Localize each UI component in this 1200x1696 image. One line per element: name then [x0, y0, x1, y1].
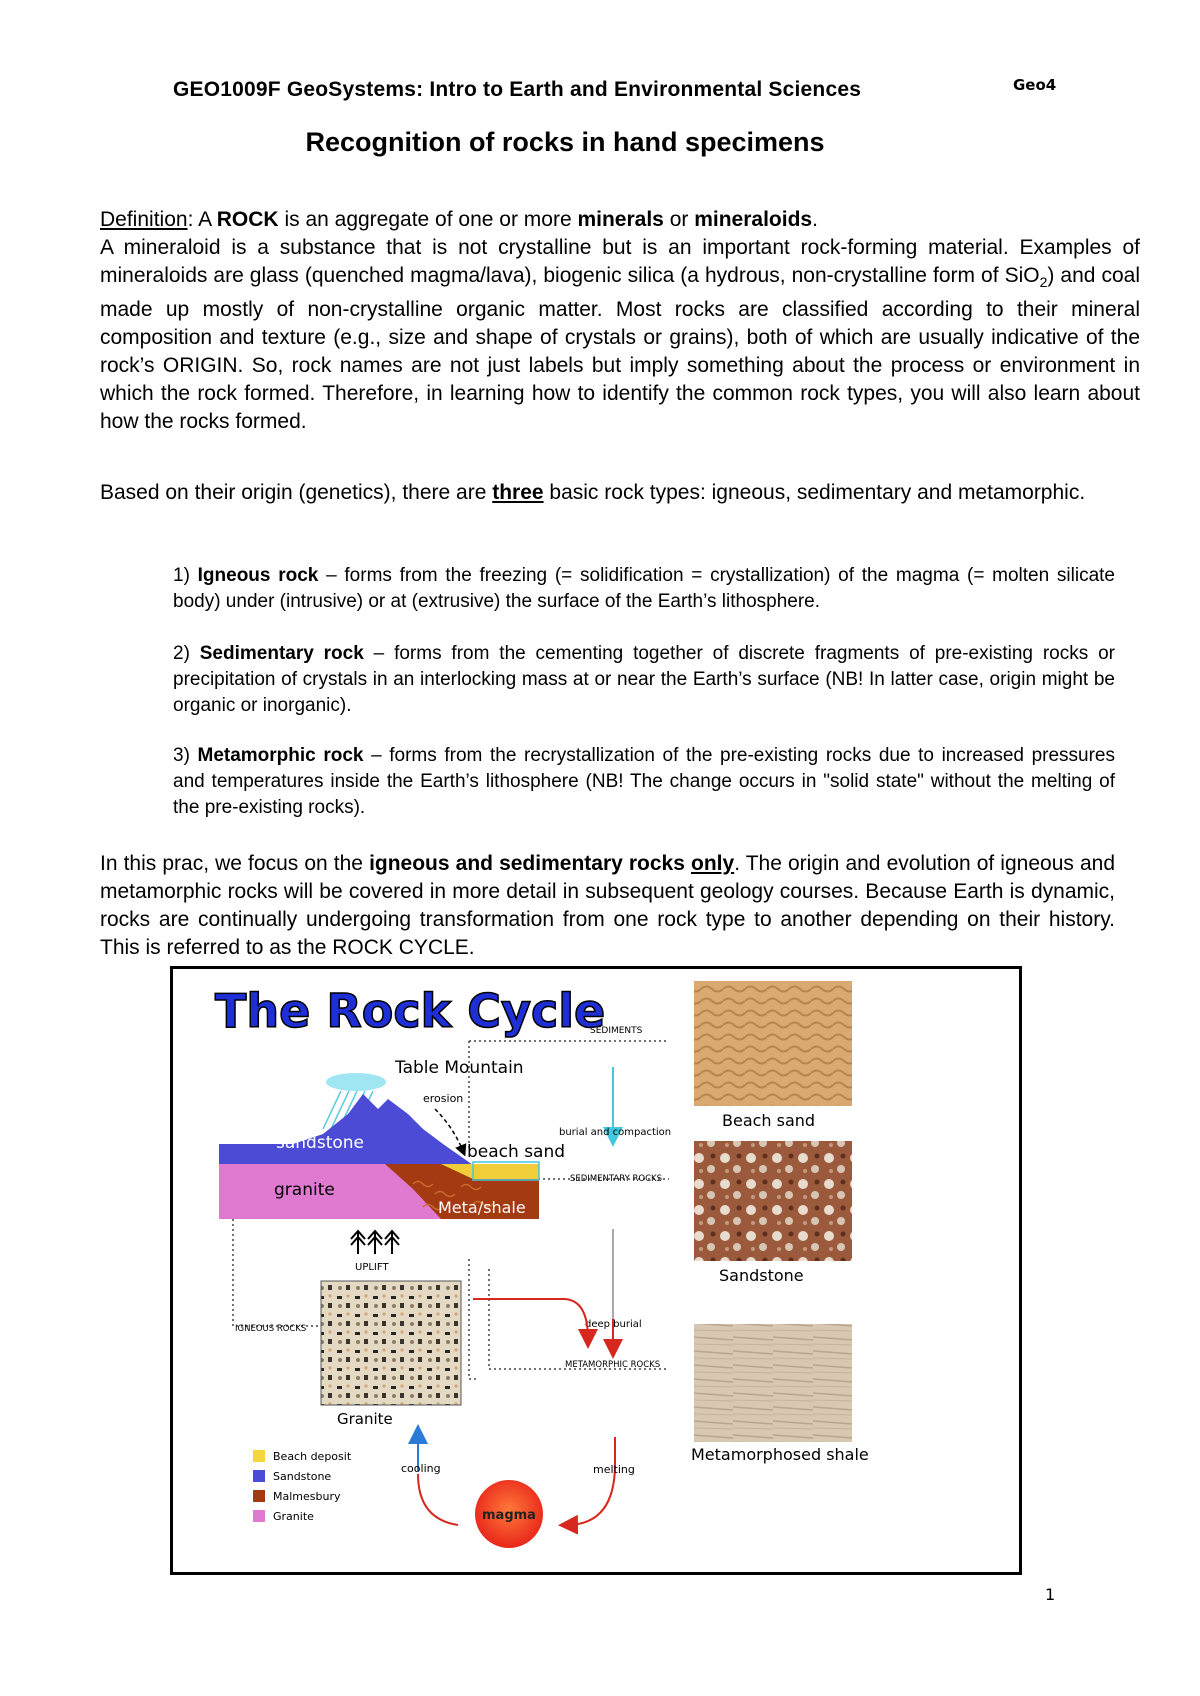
term-igneous-sedimentary: igneous and sedimentary rocks — [369, 852, 685, 875]
rock-type-igneous — [173, 563, 1115, 615]
based-text: basic rock types: igneous, sedimentary and metamorphic. — [543, 481, 1086, 504]
rock-cycle-diagram — [173, 969, 1019, 1572]
figure-title: The Rock Cycle — [215, 984, 606, 1038]
granite-layer-label: granite — [274, 1180, 335, 1200]
rock-cycle-figure — [170, 966, 1022, 1575]
term-only: only — [691, 852, 735, 875]
uplift-arrows — [351, 1231, 399, 1254]
rock-type-description: – forms from the recrystallization of the pre-existing rocks due to increased pressures and temperatures inside the Earth’s lithosphere (NB! The change occurs in "solid state" without the melting of the pre-existing rocks). — [173, 745, 1115, 818]
course-header: GEO1009F GeoSystems: Intro to Earth and Environmental Sciences — [173, 78, 862, 101]
cooling-label: cooling — [401, 1462, 441, 1475]
legend-swatch-sandstone — [253, 1470, 265, 1482]
term-rock: ROCK — [216, 208, 279, 231]
legend-label: Granite — [273, 1510, 314, 1523]
beach-sand-photo — [694, 981, 852, 1106]
magma-label: magma — [482, 1508, 536, 1523]
rock-type-sedimentary — [173, 641, 1115, 719]
legend — [253, 1450, 352, 1523]
legend-swatch-malmesbury — [253, 1490, 265, 1502]
rock-type-name: Metamorphic rock — [197, 745, 364, 766]
igneous-rocks-label: IGNEOUS ROCKS — [235, 1324, 307, 1334]
erosion-label: erosion — [423, 1092, 464, 1105]
granite-photo — [321, 1281, 461, 1405]
prac-text: In this prac, we focus on the — [100, 852, 370, 875]
uplift-label: UPLIFT — [355, 1262, 389, 1273]
rock-type-name: Igneous rock — [197, 565, 319, 586]
sandstone-photo — [694, 1141, 852, 1261]
igneous-to-metamorphic-arrow — [473, 1299, 588, 1339]
cloud-icon — [326, 1073, 386, 1091]
intro-paragraph — [100, 234, 1140, 436]
legend-label: Sandstone — [273, 1470, 332, 1483]
sedimentary-rocks-label: SEDIMENTARY ROCKS — [570, 1174, 662, 1184]
sandstone-layer-label: sandstone — [276, 1133, 364, 1153]
page-number: 1 — [1045, 1585, 1056, 1604]
metamorphic-rocks-label: METAMORPHIC ROCKS — [565, 1360, 661, 1370]
rock-type-description: – forms from the cementing together of discrete fragments of pre-existing rocks or precipitation of crystals in an interlocking mass at or near the Earth’s surface (NB! In latter case, origin might be organic or inorganic). — [173, 643, 1115, 716]
course-code: Geo4 — [1013, 76, 1057, 94]
rock-type-metamorphic — [173, 743, 1115, 821]
intro-section — [100, 206, 1140, 436]
legend-label: Malmesbury — [273, 1490, 341, 1503]
term-minerals: minerals — [577, 208, 664, 231]
definition-line — [100, 206, 1140, 234]
term-mineraloids: mineraloids — [694, 208, 813, 231]
beach-sand-layer-label: beach sand — [467, 1142, 566, 1162]
list-number: 2) — [173, 643, 200, 664]
melting-label: melting — [593, 1463, 635, 1476]
legend-swatch-granite — [253, 1510, 265, 1522]
intro-text: A mineraloid is a substance that is not crystalline but is an important rock-forming material. Examples of mineraloids are glass (quenched magma/lava), biogenic silica (a hydrous, non-crystalline form of SiO — [100, 236, 1140, 287]
prac-text: . The origin and evolution of igneous and metamorphic rocks will be covered in more detail in subsequent geology courses. Because Earth is dynamic, rocks are continually undergoing transformation from one rock type to another depending on their history. This is referred to as the ROCK CYCLE. — [100, 852, 1115, 959]
legend-swatch-beach — [253, 1450, 265, 1462]
definition-text: or — [663, 208, 695, 231]
based-text: Based on their origin (genetics), there are — [100, 481, 493, 504]
sediments-label: SEDIMENTS — [590, 1026, 643, 1036]
term-three: three — [492, 481, 544, 504]
beach-sand-photo-label: Beach sand — [722, 1111, 816, 1130]
definition-label: Definition — [100, 208, 188, 231]
list-number: 3) — [173, 745, 198, 766]
rock-type-name: Sedimentary rock — [199, 643, 364, 664]
list-number: 1) — [173, 565, 198, 586]
page-title: Recognition of rocks in hand specimens — [305, 127, 825, 157]
meta-shale-label: Meta/shale — [438, 1198, 526, 1217]
meta-shale-photo-label: Metamorphosed shale — [691, 1445, 869, 1464]
magma-to-cooling-curve — [418, 1474, 458, 1525]
legend-label: Beach deposit — [273, 1450, 352, 1463]
definition-text: . — [812, 208, 818, 231]
granite-photo-label: Granite — [337, 1410, 393, 1428]
definition-text: : A — [187, 208, 217, 231]
definition-text: is an aggregate of one or more — [278, 208, 578, 231]
intro-text: ) and coal made up mostly of non-crystalline organic matter. Most rocks are classified according to their mineral composition and texture (e.g., size and shape of crystals or grains), both of which are usually indicative of the rock’s ORIGIN. So, rock names are not just labels but imply something about the process or environment in which the rock formed. Therefore, in learning how to identify the common rock types, you will also learn about how the rocks formed. — [100, 264, 1140, 434]
prac-paragraph — [100, 850, 1115, 962]
subscript-2: 2 — [1039, 274, 1048, 291]
table-mountain-label: Table Mountain — [395, 1058, 524, 1078]
meta-shale-photo — [694, 1324, 852, 1442]
based-paragraph — [100, 479, 1140, 507]
deep-burial-label: deep burial — [585, 1319, 642, 1330]
burial-compaction-label: burial and compaction — [559, 1127, 672, 1138]
melting-arrow — [568, 1437, 615, 1525]
sandstone-photo-label: Sandstone — [719, 1266, 804, 1285]
rock-type-description: – forms from the freezing (= solidification = crystallization) of the magma (= molten silicate body) under (intrusive) or at (extrusive) the surface of the Earth’s lithosphere. — [173, 565, 1116, 612]
